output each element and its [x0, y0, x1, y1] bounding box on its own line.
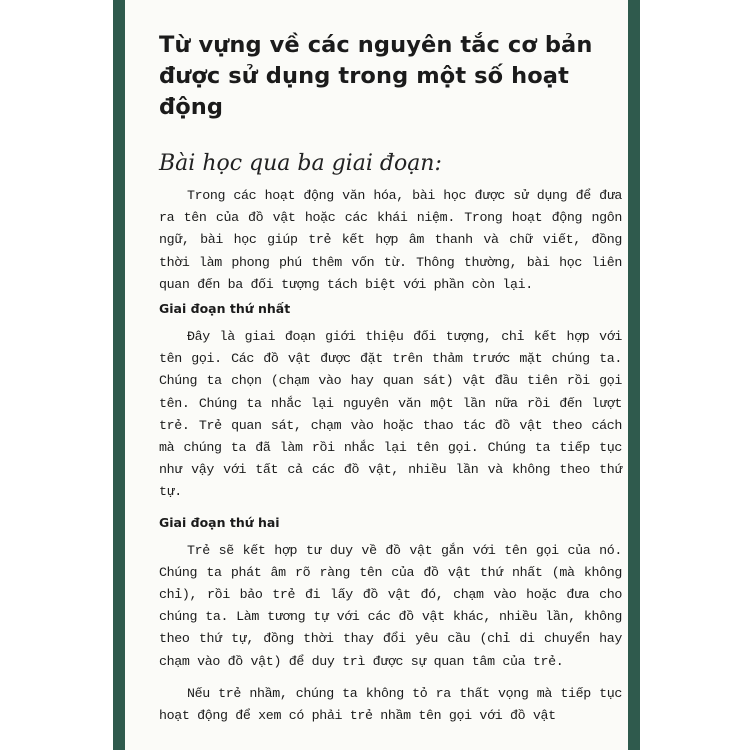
- stage-1-paragraph: Đây là giai đoạn giới thiệu đối tượng, chỉ kết hợp với tên gọi. Các đồ vật được đặt trên thảm trước mặt chúng ta. Chúng ta chọn (chạm vào hay quan sát) vật đầu tiên rồi gọi tên. Chúng ta nhắc lại nguyên văn một lần nữa rồi đến lượt trẻ. Trẻ quan sát, chạm vào hoặc thao tác đồ vật theo cách mà chúng ta đã làm rồi nhắc lại tên gọi. Chúng ta tiếp tục như vậy với tất cả các đồ vật, nhiều lần và không theo thứ tự.: [159, 329, 622, 500]
- title-line-2: được sử dụng trong một số hoạt động: [159, 63, 569, 120]
- book-page: [125, 0, 628, 750]
- stage-2-heading: Giai đoạn thứ hai: [159, 514, 280, 530]
- stage-1-heading: Giai đoạn thứ nhất: [159, 301, 291, 317]
- book-cover-edge-right: [628, 0, 640, 750]
- stage-2-paragraph-1: Trẻ sẽ kết hợp tư duy về đồ vật gắn với tên gọi của nó. Chúng ta phát âm rõ ràng tên của đồ vật thứ nhất (mà không chỉ), rồi bảo trẻ đi lấy đồ vật đó, chạm vào hoặc đưa cho chúng ta. Làm tương tự với các đồ vật khác, nhiều lần, không theo thứ tự, đồng thời thay đổi yêu cầu (chỉ di chuyển hay chạm vào đồ vật) để duy trì được sự quan tâm của trẻ.: [159, 542, 622, 669]
- section-heading: Bài học qua ba giai đoạn:: [159, 151, 442, 176]
- book-cover-edge-left: [113, 0, 125, 750]
- stage-2-paragraph-2: Nếu trẻ nhầm, chúng ta không tỏ ra thất vọng mà tiếp tục hoạt động để xem có phải trẻ nhầm tên gọi với đồ vật: [159, 685, 622, 724]
- title-line-1: Từ vựng về các nguyên tắc cơ bản: [159, 32, 593, 58]
- page-title: [159, 30, 622, 123]
- intro-paragraph: Trong các hoạt động văn hóa, bài học được sử dụng để đưa ra tên của đồ vật hoặc các khái niệm. Trong hoạt động ngôn ngữ, bài học giúp trẻ kết hợp âm thanh và chữ viết, đồng thời làm phong phú thêm vốn từ. Thông thường, bài học liên quan đến ba đối tượng tách biệt với phần còn lại.: [159, 188, 622, 292]
